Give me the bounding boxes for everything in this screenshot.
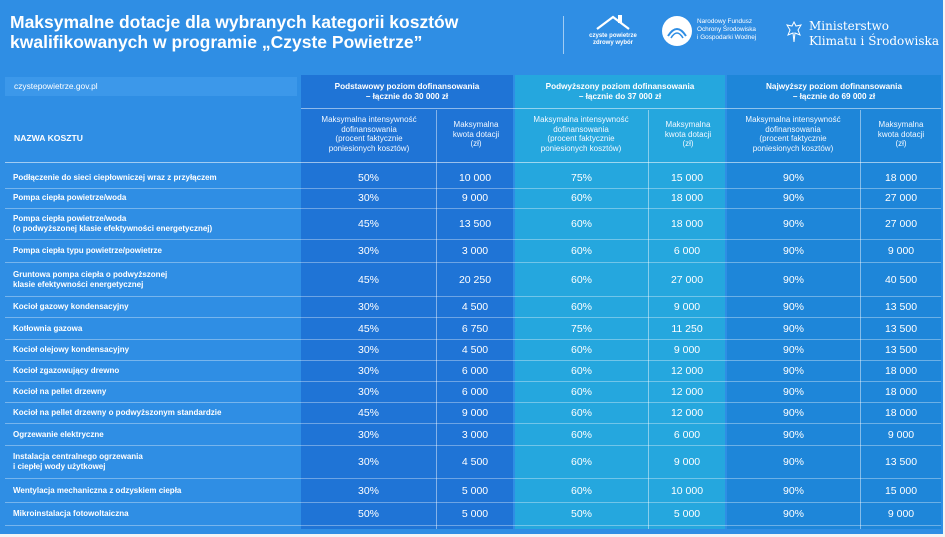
intensity-cell: 90% <box>782 245 804 257</box>
amount-cell: 27 000 <box>884 192 918 204</box>
amount-cell: 9 000 <box>461 192 489 204</box>
group-basic-line-1: Podstawowy poziom dofinansowania <box>334 82 480 91</box>
cost-name-line: Ogrzewanie elektryczne <box>13 429 104 439</box>
cost-name-line: Instalacja centralnego ogrzewania <box>13 452 143 461</box>
intensity-cell: 45% <box>357 407 379 419</box>
amount-cell: 18 000 <box>884 365 918 377</box>
amount-cell: 4 500 <box>461 301 489 313</box>
ministry-logo <box>785 18 939 54</box>
group-header-basic <box>301 82 513 102</box>
header <box>0 0 943 66</box>
amount-cell: 9 000 <box>673 456 701 468</box>
sub-line: Maksymalna <box>453 120 499 129</box>
group-header-raised <box>515 82 725 102</box>
row-divider <box>5 188 941 189</box>
intensity-cell: 60% <box>570 484 592 497</box>
group-highest-line-1: Najwyższy poziom dofinansowania <box>765 82 903 91</box>
sub-line: poniesionych kosztów) <box>328 143 410 153</box>
intensity-cell: 90% <box>782 484 804 497</box>
amount-cell: 12 000 <box>670 365 704 377</box>
amount-cell: 11 250 <box>671 322 703 335</box>
logo-cp-line-2: zdrowy wybór <box>592 40 633 46</box>
group-raised-line-1: Podwyższony poziom dofinansowania <box>545 82 695 91</box>
sub-line: dofinansowania <box>553 124 609 134</box>
nfosigw-emblem-icon <box>662 16 692 46</box>
row-divider <box>5 360 941 361</box>
sub-line: (zł) <box>682 139 694 148</box>
ministry-line-1: Ministerstwo <box>809 19 889 33</box>
intensity-cell: 45% <box>357 322 379 335</box>
amount-cell: 4 500 <box>461 344 489 356</box>
cost-name <box>13 408 293 418</box>
intensity-cell: 60% <box>570 273 592 286</box>
group-highest-line-2: – łącznie do 69 000 zł <box>792 92 876 101</box>
nfos-line-1: Narodowy Fundusz <box>697 18 753 25</box>
amount-cell: 9 000 <box>887 245 915 257</box>
intensity-cell: 60% <box>570 218 592 230</box>
cost-name <box>13 387 293 397</box>
cost-name <box>13 302 293 312</box>
cost-name <box>13 193 293 203</box>
intensity-cell: 90% <box>782 172 804 184</box>
house-roof-icon <box>596 14 630 30</box>
row-divider <box>5 296 941 297</box>
intensity-cell: 60% <box>570 192 592 204</box>
cost-name-line: Pompa ciepła typu powietrze/powietrze <box>13 246 162 255</box>
website-url: czystepowietrze.gov.pl <box>5 77 297 96</box>
intensity-cell: 90% <box>782 322 804 335</box>
row-divider <box>5 525 941 526</box>
sub-header-intensity-highest <box>729 115 857 153</box>
sub-line: Maksymalna intensywność <box>533 115 629 124</box>
intensity-cell: 60% <box>570 407 592 419</box>
header-divider <box>563 16 564 54</box>
row-divider <box>5 262 941 263</box>
intensity-cell: 30% <box>357 456 379 468</box>
amount-cell: 15 000 <box>884 484 918 497</box>
name-column-header: NAZWA KOSZTU <box>14 133 83 143</box>
cost-name-line: Kocioł olejowy kondensacyjny <box>13 345 130 354</box>
amount-cell: 6 000 <box>461 365 489 377</box>
amount-cell: 5 000 <box>461 508 489 520</box>
row-divider <box>5 423 941 424</box>
amount-cell: 13 500 <box>884 344 918 356</box>
cost-name <box>13 324 293 334</box>
cost-name <box>13 430 293 440</box>
cost-name <box>13 509 293 519</box>
sub-line: Maksymalna <box>878 120 924 129</box>
intensity-cell: 60% <box>570 344 592 356</box>
czyste-powietrze-logo <box>582 14 644 54</box>
intensity-cell: 45% <box>357 218 379 230</box>
amount-cell: 20 250 <box>458 273 492 286</box>
sub-line: dofinansowania <box>765 124 821 134</box>
intensity-cell: 60% <box>570 301 592 313</box>
intensity-cell: 90% <box>782 407 804 419</box>
cost-name-line: i ciepłej wody użytkowej <box>13 462 106 471</box>
cost-name <box>13 214 293 234</box>
cost-name-line: Kotłownia gazowa <box>13 323 83 333</box>
cost-name-line: Podłączenie do sieci ciepłowniczej wraz z przyłączem <box>13 173 217 182</box>
cost-name-line: Wentylacja mechaniczna z odzyskiem ciepła <box>13 485 182 495</box>
amount-cell: 15 000 <box>670 172 704 184</box>
amount-cell: 13 500 <box>458 218 492 230</box>
amount-cell: 6 000 <box>461 386 489 398</box>
cost-name <box>13 270 293 290</box>
sub-line: kwota dotacji <box>877 129 925 139</box>
sub-line: kwota dotacji <box>452 129 500 139</box>
amount-cell: 10 000 <box>458 172 492 184</box>
group-header-divider <box>301 108 941 109</box>
intensity-cell: 90% <box>782 218 804 230</box>
amount-cell: 6 750 <box>461 322 489 335</box>
intensity-cell: 30% <box>357 301 379 313</box>
row-divider <box>5 317 941 318</box>
intensity-cell: 30% <box>357 245 379 257</box>
row-divider <box>5 239 941 240</box>
intensity-cell: 90% <box>782 273 804 286</box>
intensity-cell: 90% <box>782 428 804 441</box>
sub-line: poniesionych kosztów) <box>752 143 834 153</box>
amount-cell: 3 000 <box>461 428 489 441</box>
sub-header-amount-basic <box>439 120 513 149</box>
row-divider <box>5 502 941 503</box>
cost-name <box>13 173 293 183</box>
sub-line: Maksymalna intensywność <box>745 115 841 124</box>
eagle-icon <box>785 20 803 44</box>
amount-cell: 10 000 <box>670 484 704 497</box>
cost-name-line: Kocioł na pellet drzewny o podwyższonym standardzie <box>13 408 222 417</box>
cost-name-line: Mikroinstalacja fotowoltaiczna <box>13 509 129 518</box>
amount-cell: 9 000 <box>673 301 701 313</box>
cost-name-line: (o podwyższonej klasie efektywności energetycznej) <box>13 224 213 233</box>
sub-line: (procent faktycznie <box>759 134 827 143</box>
amount-cell: 9 000 <box>673 344 701 356</box>
amount-cell: 6 000 <box>673 245 701 257</box>
sub-line: kwota dotacji <box>664 129 712 139</box>
row-divider <box>5 339 941 340</box>
intensity-cell: 90% <box>782 456 804 468</box>
intensity-cell: 75% <box>570 322 592 335</box>
amount-cell: 27 000 <box>670 273 704 286</box>
ministry-line-2: Klimatu i Środowiska <box>809 33 939 48</box>
cost-name <box>13 345 293 355</box>
group-basic-line-2: – łącznie do 30 000 zł <box>365 92 449 101</box>
intensity-cell: 90% <box>782 365 804 377</box>
cost-name-line: Pompa ciepła powietrze/woda <box>13 193 127 202</box>
cost-name-line: Pompa ciepła powietrze/woda <box>13 214 127 223</box>
intensity-cell: 75% <box>570 172 592 184</box>
cost-name <box>13 246 293 256</box>
amount-cell: 12 000 <box>670 386 704 398</box>
intensity-cell: 90% <box>782 386 804 398</box>
intensity-cell: 60% <box>570 386 592 398</box>
amount-cell: 9 000 <box>887 428 915 441</box>
cost-name-line: klasie efektywności energetycznej <box>13 279 144 289</box>
sub-header-intensity-raised <box>517 115 645 153</box>
amount-cell: 18 000 <box>884 407 918 419</box>
intensity-cell: 30% <box>357 192 379 204</box>
nfos-line-3: i Gospodarki Wodnej <box>697 34 757 41</box>
intensity-cell: 90% <box>782 192 804 204</box>
amount-cell: 27 000 <box>884 218 918 230</box>
amount-cell: 12 000 <box>670 407 704 419</box>
amount-cell: 9 000 <box>887 508 915 520</box>
amount-cell: 5 000 <box>461 484 489 497</box>
sub-line: Maksymalna <box>665 120 711 129</box>
amount-cell: 5 000 <box>673 508 701 520</box>
group-raised-line-2: – łącznie do 37 000 zł <box>578 92 662 101</box>
amount-cell: 18 000 <box>884 386 918 398</box>
cost-name-line: Kocioł na pellet drzewny <box>13 387 107 396</box>
sub-line: (zł) <box>470 139 482 148</box>
sub-header-amount-highest <box>863 120 939 149</box>
sub-header-amount-raised <box>651 120 725 149</box>
intensity-cell: 90% <box>782 508 804 520</box>
sub-line: Maksymalna intensywność <box>321 115 417 124</box>
amount-cell: 13 500 <box>884 456 918 468</box>
intensity-cell: 60% <box>570 428 592 441</box>
intensity-cell: 60% <box>570 365 592 377</box>
intensity-cell: 30% <box>357 386 379 398</box>
header-bottom-divider <box>5 162 941 163</box>
sub-line: (procent faktycznie <box>335 134 403 143</box>
row-divider <box>5 445 941 446</box>
intensity-cell: 45% <box>357 273 379 286</box>
amount-cell: 3 000 <box>461 245 489 257</box>
sub-header-intensity-basic <box>305 115 433 153</box>
amount-cell: 13 500 <box>884 322 918 335</box>
intensity-cell: 60% <box>570 245 592 257</box>
page-title <box>10 12 530 52</box>
row-divider <box>5 208 941 209</box>
intensity-cell: 30% <box>357 428 379 441</box>
cost-name <box>13 486 293 496</box>
sub-line: (procent faktycznie <box>547 134 615 143</box>
amount-cell: 4 500 <box>461 456 489 468</box>
intensity-cell: 30% <box>357 365 379 377</box>
logo-cp-line-1: czyste powietrze <box>589 33 637 39</box>
cost-name-line: Kocioł gazowy kondensacyjny <box>13 302 129 311</box>
intensity-cell: 50% <box>357 172 379 184</box>
amount-cell: 40 500 <box>884 273 918 286</box>
cost-name <box>13 452 293 472</box>
intensity-cell: 50% <box>570 508 592 520</box>
intensity-cell: 30% <box>357 484 379 497</box>
intensity-cell: 60% <box>570 456 592 468</box>
amount-cell: 18 000 <box>670 192 704 204</box>
sub-line: (zł) <box>895 139 907 148</box>
intensity-cell: 90% <box>782 301 804 313</box>
sub-line: poniesionych kosztów) <box>540 143 622 153</box>
amount-cell: 18 000 <box>884 172 918 184</box>
amount-cell: 6 000 <box>673 428 701 441</box>
intensity-cell: 30% <box>357 344 379 356</box>
cost-name <box>13 366 293 376</box>
nfos-line-2: Ochrony Środowiska <box>697 26 756 33</box>
intensity-cell: 50% <box>357 508 379 520</box>
cost-name-line: Kocioł zgazowujący drewno <box>13 366 120 375</box>
title-line-2: kwalifikowanych w programie „Czyste Powietrze” <box>10 32 423 52</box>
amount-cell: 13 500 <box>884 301 918 313</box>
cost-name-line: Gruntowa pompa ciepła o podwyższonej <box>13 269 168 279</box>
row-divider <box>5 381 941 382</box>
row-divider <box>5 478 941 479</box>
sub-line: dofinansowania <box>341 124 397 134</box>
title-line-1: Maksymalne dotacje dla wybranych kategorii kosztów <box>10 12 459 32</box>
intensity-cell: 90% <box>782 344 804 356</box>
row-divider <box>5 402 941 403</box>
group-header-highest <box>727 82 941 102</box>
amount-cell: 18 000 <box>670 218 704 230</box>
amount-cell: 9 000 <box>461 407 489 419</box>
nfosigw-logo <box>662 16 782 52</box>
